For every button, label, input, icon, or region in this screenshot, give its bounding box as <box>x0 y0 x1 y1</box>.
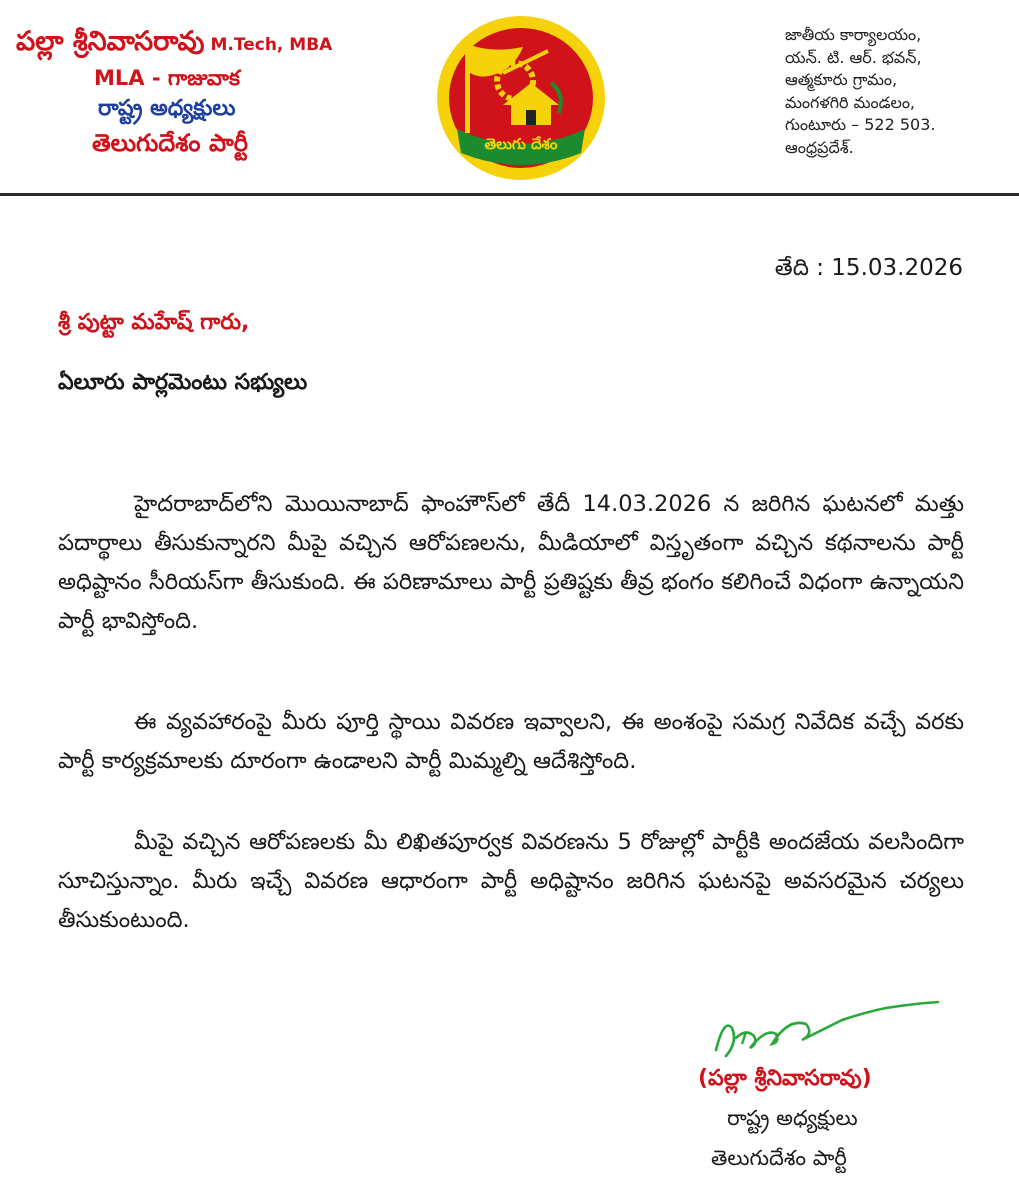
logo-hut-door <box>526 110 536 125</box>
handwritten-signature <box>706 998 946 1068</box>
signatory-title: రాష్ట్ర అధ్యక్షులు <box>727 1106 858 1130</box>
address-line-4: మంగళగిరి మండలం, <box>785 92 916 112</box>
logo-text: తెలుగు దేశం <box>484 135 558 153</box>
letterhead-divider <box>0 193 1019 196</box>
address-line-1: జాతీయ కార్యాలయం, <box>785 25 922 44</box>
address-line-2: యన్. టి. ఆర్. భవన్, <box>785 47 922 67</box>
sender-name-text: పల్లా శ్రీనివాసరావు <box>16 26 205 57</box>
letterhead-sender <box>16 24 436 161</box>
letterhead-address <box>785 24 1015 159</box>
sender-party: తెలుగుదేశం పార్టీ <box>92 129 248 157</box>
party-logo <box>433 13 609 183</box>
address-line-5: గుంటూరు – 522 503. <box>785 115 936 134</box>
sender-qualifications: M.Tech, MBA <box>210 35 333 55</box>
letter-date: తేది : 15.03.2026 <box>774 255 963 281</box>
sender-title: రాష్ట్ర అధ్యక్షులు <box>98 96 236 121</box>
body-paragraph-2: ఈ వ్యవహారంపై మీరు పూర్తి స్థాయి వివరణ ఇవ్వాలని, ఈ అంశంపై సమగ్ర నివేదిక వచ్చే వరకు పార్టీ కార్యక్రమాలకు దూరంగా ఉండాలని పార్టీ మిమ్మల్ని ఆదేశిస్తోంది. <box>58 709 964 774</box>
signatory-party: తెలుగుదేశం పార్టీ <box>711 1146 847 1170</box>
signatory-name: (పల్లా శ్రీనివాసరావు) <box>698 1066 872 1091</box>
sender-constituency: MLA - గాజువాక <box>94 66 241 90</box>
logo-flag-pole <box>465 43 470 133</box>
recipient-salutation: శ్రీ పుట్టా మహేష్ గారు, <box>58 310 250 335</box>
body-paragraph-3: మీపై వచ్చిన ఆరోపణలకు మీ లిఖితపూర్వక వివరణను 5 రోజుల్లో పార్టీకి అందజేయ వలసిందిగా సూచిస్తున్నాం. మీరు ఇచ్చే వివరణ ఆధారంగా పార్టీ అధిష్టానం జరిగిన ఘటనపై అవసరమైన చర్యలు తీసుకుంటుంది. <box>58 829 964 933</box>
signature-stroke <box>716 1002 938 1056</box>
sender-name <box>16 24 436 63</box>
recipient-designation: ఏలూరు పార్లమెంటు సభ్యులు <box>58 370 308 395</box>
body-paragraph-1: హైదరాబాద్‌లోని మొయినాబాద్ ఫాంహౌస్‌లో తేదీ 14.03.2026 న జరిగిన ఘటనలో మత్తు పదార్థాలు తీసుకున్నారని మీపై వచ్చిన ఆరోపణలను, మీడియాలో విస్తృతంగా వచ్చిన కథనాలను పార్టీ అధిష్టానం సీరియస్‌గా తీసుకుంది. ఈ పరిణామాలు పార్టీ ప్రతిష్టకు తీవ్ర భంగం కలిగించే విధంగా ఉన్నాయని పార్టీ భావిస్తోంది. <box>58 491 964 634</box>
address-line-3: ఆత్మకూరు గ్రామం, <box>785 70 898 89</box>
address-line-6: ఆంధ్రప్రదేశ్. <box>785 137 854 157</box>
